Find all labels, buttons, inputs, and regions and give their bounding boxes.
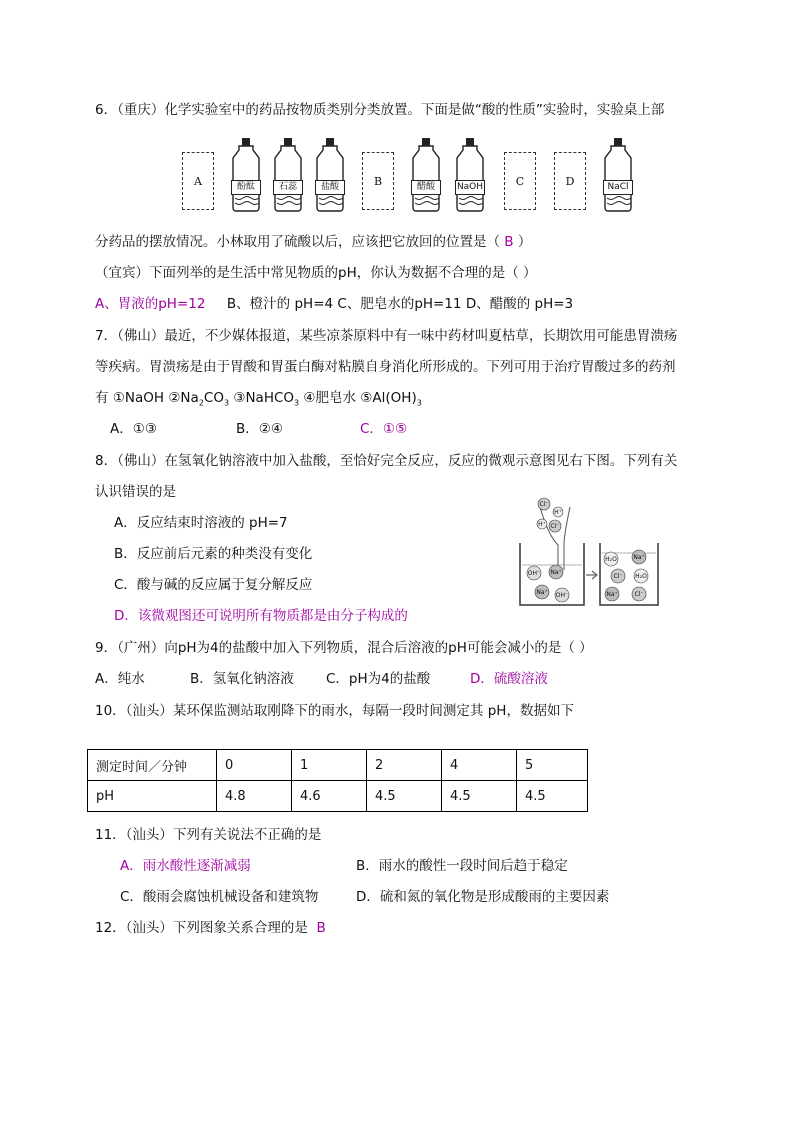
- q6-line1: 6．（重庆）化学实验室中的药品按物质类别分类放置。下面是做“酸的性质”实验时，实验桌上部: [95, 102, 665, 118]
- shelf-slot-d: D: [554, 152, 586, 210]
- q9-option-b: B．氢氧化钠溶液: [190, 671, 294, 687]
- bottle-litmus: [270, 136, 306, 214]
- ion-label-na-1: Na⁺: [550, 569, 562, 576]
- q9-option-d: D．硫酸溶液: [470, 671, 548, 687]
- ion-label-na-4: Na⁺: [606, 591, 618, 598]
- table-cell: 测定时间／分钟: [88, 750, 217, 781]
- q9-option-c: C．pH为4的盐酸: [326, 671, 431, 687]
- q11-option-b: B．雨水的酸性一段时间后趋于稳定: [356, 858, 568, 874]
- q8-option-a: A．反应结束时溶液的 pH=7: [114, 515, 288, 531]
- label-nacl: NaCl: [603, 180, 633, 195]
- bottle-phenolphthalein: [228, 136, 264, 214]
- ion-label-h-mid: H⁺: [538, 521, 546, 528]
- q7-line1: 7．（佛山）最近，不少媒体报道，某些凉茶原料中有一味中药材叫夏枯草，长期饮用可能患胃溃疡: [95, 328, 678, 344]
- q11-option-c: C．酸雨会腐蚀机械设备和建筑物: [120, 889, 319, 905]
- q11-option-a: A．雨水酸性逐渐减弱: [120, 858, 251, 874]
- q9-option-a: A．纯水: [95, 671, 145, 687]
- table-cell: 4.5: [367, 781, 442, 812]
- q12-line: 12．（汕头）下列图象关系合理的是 B: [95, 920, 326, 936]
- table-row: [88, 781, 588, 812]
- q8-option-d: D．该微观图还可说明所有物质都是由分子构成的: [114, 608, 408, 624]
- ion-label-cl-1: Cl⁻: [613, 573, 623, 580]
- table-row: [88, 750, 588, 781]
- q7-option-b: B．②④: [236, 421, 283, 437]
- label-phenolphthalein: 酚酞: [231, 180, 261, 195]
- q6-answer: B: [504, 234, 514, 250]
- table-cell: pH: [88, 781, 217, 812]
- label-acetic-acid: 醋酸: [411, 180, 441, 195]
- q6-line2: 分药品的摆放情况。小林取用了硫酸以后，应该把它放回的位置是（ B ）: [95, 234, 532, 250]
- label-naoh: NaOH: [455, 180, 485, 195]
- yibin-options: [95, 295, 573, 313]
- q8-line2: 认识错误的是: [95, 484, 176, 500]
- bottle-hydrochloric-acid: [312, 136, 348, 214]
- table-cell: 4.5: [517, 781, 588, 812]
- q7-line2: 等疾病。胃溃疡是由于胃酸和胃蛋白酶对粘膜自身消化所形成的。下列可用于治疗胃酸过多的药剂: [95, 359, 676, 375]
- ion-label-na-3: Na⁺: [633, 554, 645, 561]
- shelf-slot-c: C: [504, 152, 536, 210]
- table-cell: 2: [367, 750, 442, 781]
- q8-option-b: B．反应前后元素的种类没有变化: [114, 546, 313, 562]
- q9-question: 9．（广州）向pH为4的盐酸中加入下列物质，混合后溶液的pH可能会减小的是（ ）: [95, 640, 593, 656]
- yibin-question: （宜宾）下面列举的是生活中常见物质的pH，你认为数据不合理的是（ ）: [95, 265, 537, 281]
- q10-question: 10．（汕头）某环保监测站取刚降下的雨水，每隔一段时间测定其 pH，数据如下: [95, 703, 574, 719]
- table-cell: 4: [442, 750, 517, 781]
- ion-label-oh-2: OH⁻: [555, 592, 569, 599]
- neutralization-micro-diagram: [518, 495, 660, 607]
- q11-option-d: D．硫和氮的氧化物是形成酸雨的主要因素: [356, 889, 610, 905]
- ph-data-table: [87, 749, 588, 812]
- bottle-naoh: [452, 136, 488, 214]
- table-cell: 4.8: [217, 781, 292, 812]
- ion-label-h2o-2: H₂O: [635, 573, 647, 580]
- ion-label-na-2: Na⁺: [536, 589, 548, 596]
- label-hydrochloric-acid: 盐酸: [315, 180, 345, 195]
- ion-label-cl-mid: Cl⁻: [550, 523, 560, 530]
- ion-label-h2o-1: H₂O: [605, 556, 617, 563]
- ion-label-cl-2: Cl⁻: [634, 591, 644, 598]
- reaction-arrow: [586, 571, 597, 579]
- bottle-nacl: [600, 136, 636, 214]
- q7-option-a: A．①③: [110, 421, 157, 437]
- shelf-slot-a: A: [182, 152, 214, 210]
- label-litmus: 石蕊: [273, 180, 303, 195]
- ion-label-h-top: H⁺: [554, 509, 562, 516]
- table-cell: 5: [517, 750, 588, 781]
- shelf-slot-b: B: [362, 152, 394, 210]
- reagent-shelf-figure: [182, 136, 642, 216]
- table-cell: 1: [292, 750, 367, 781]
- yibin-option-a: A、胃液的pH=12: [95, 296, 206, 312]
- bottle-acetic-acid: [408, 136, 444, 214]
- q12-answer: B: [316, 920, 326, 936]
- table-cell: 4.6: [292, 781, 367, 812]
- q7-line3: 有 ①NaOH $②Na_2CO_3$ ③NaHCO$_3$ ④肥皂水 $⑤Al(OH)_3$: [95, 390, 422, 408]
- q8-line1: 8．（佛山）在氢氧化钠溶液中加入盐酸，至恰好完全反应，反应的微观示意图见右下图。下列有关: [95, 453, 678, 469]
- q11-question: 11．（汕头）下列有关说法不正确的是: [95, 827, 322, 843]
- table-cell: 4.5: [442, 781, 517, 812]
- table-cell: 0: [217, 750, 292, 781]
- ion-label-oh-1: OH⁻: [527, 570, 541, 577]
- yibin-option-bcd: B、橙汁的 pH=4 C、肥皂水的pH=11 D、醋酸的 pH=3: [226, 296, 574, 312]
- ion-label-cl-top: Cl⁻: [539, 501, 549, 508]
- q7-option-c: C．①⑤: [360, 421, 408, 437]
- q8-option-c: C．酸与碱的反应属于复分解反应: [114, 577, 313, 593]
